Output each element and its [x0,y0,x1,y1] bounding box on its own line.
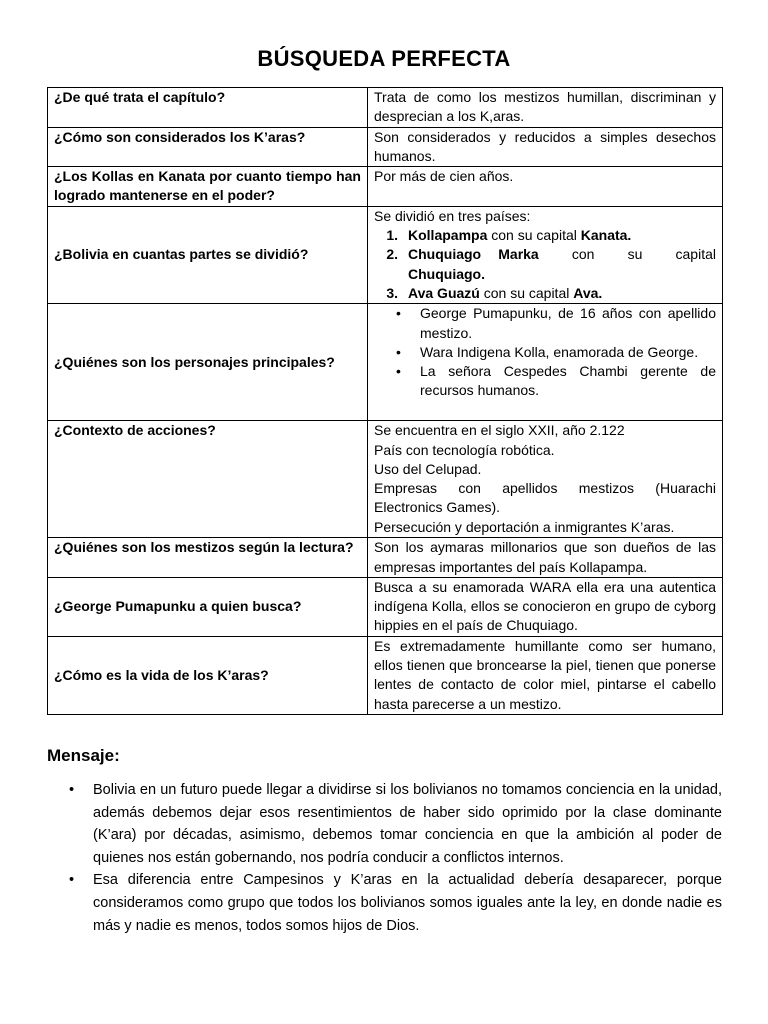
table-row [48,577,723,636]
country-name: Ava Guazú [408,284,480,301]
question-cell: ¿Los Kollas en Kanata por cuanto tiempo han logrado mantenerse en el poder? [48,167,368,207]
capital-name: Ava. [573,284,603,301]
table-row [48,304,723,421]
bullet-icon: • [69,782,75,798]
list-number: 1. [386,227,398,244]
table-row [48,127,723,167]
list-item [374,343,716,362]
connector-text: con su capital [479,284,574,301]
table-row [48,206,723,303]
question-cell: ¿Cómo son considerados los K’aras? [48,127,368,167]
capital-name: Kanata. [580,227,632,244]
answer-cell: Son los aymaras millonarios que son dueños de las empresas importantes del país Kollapampa. [368,538,723,578]
answer-cell: Es extremadamente humillante como ser humano, ellos tienen que broncearse la piel, tienen que ponerse lentes de contacto de color miel, pintarse el cabello hasta parecerse a un mestizo. [368,636,723,714]
connector-text: con su capital [487,227,581,244]
question-cell: ¿Contexto de acciones? [48,421,368,538]
question-cell: ¿De qué trata el capítulo? [48,88,368,128]
bullet-icon: • [396,343,401,360]
table-row [48,636,723,714]
answer-intro: Se dividió en tres países: [374,207,531,224]
message-list [47,779,722,937]
page-title: BÚSQUEDA PERFECTA [257,46,511,71]
country-name: Kollapampa [408,227,488,244]
question-cell: ¿Quiénes son los personajes principales? [48,304,368,421]
table-row [48,167,723,207]
question-cell: ¿Bolivia en cuantas partes se dividió? [48,206,368,303]
list-item [374,245,716,284]
list-item [47,779,722,869]
bullet-icon: • [396,305,401,322]
answer-cell [368,421,723,538]
list-item [374,226,716,245]
bullet-icon: • [69,872,75,889]
list-item [374,284,716,303]
context-line: Uso del Celupad. [374,460,482,477]
list-item [374,304,716,343]
context-line: Persecución y deportación a inmigrantes K’aras. [374,518,675,535]
character-text: George Pumapunku, de 16 años con apellido mestizo. [420,305,716,341]
list-number: 3. [386,284,398,301]
context-line: Empresas con apellidos mestizos (Huarachi Electronics Games). [374,480,716,516]
table-row [48,538,723,578]
list-item [374,362,716,401]
message-heading: Mensaje: [47,746,120,765]
context-line: País con tecnología robótica. [374,441,555,458]
list-number: 2. [386,246,398,263]
table-row [48,421,723,538]
question-cell: ¿George Pumapunku a quien busca? [48,577,368,636]
context-line: Se encuentra en el siglo XXII, año 2.122 [374,422,625,439]
characters-list [374,304,716,400]
answer-cell [368,304,723,421]
answer-cell: Trata de como los mestizos humillan, discriminan y desprecian a los K,aras. [368,88,723,128]
character-text: La señora Cespedes Chambi gerente de recursos humanos. [420,363,716,399]
countries-list [374,226,716,303]
answer-cell: Son considerados y reducidos a simples desechos humanos. [368,127,723,167]
message-text: Esa diferencia entre Campesinos y K’aras en la actualidad debería desaparecer, porque consideramos como grupo que todos los bolivianos somos iguales ante la ley, en donde nadie es más y nadie es menos, todos somos hijos de Dios. [93,872,722,934]
capital-name: Chuquiago. [408,265,485,282]
answer-cell [368,206,723,303]
question-cell: ¿Quiénes son los mestizos según la lectura? [48,538,368,578]
message-text: Bolivia en un futuro puede llegar a dividirse si los bolivianos no tomamos conciencia en la unidad, además debemos dejar esos resentimientos de haber sido oprimido por la clase dominante (K’ara) por décadas, asimismo, debemos tomar conciencia en que la ambición al poder de quienes nos están gobernando, nos podría conducir a conflictos internos. [93,782,722,866]
answer-cell: Por más de cien años. [368,167,723,207]
table-row [48,88,723,128]
connector-text: con su capital [538,246,716,263]
questions-table [47,87,723,715]
answer-cell: Busca a su enamorada WARA ella era una autentica indígena Kolla, ellos se conocieron en grupo de cyborg hippies en el país de Chuquiago. [368,577,723,636]
country-name: Chuquiago Marka [408,246,539,263]
bullet-icon: • [396,363,401,380]
list-item [47,869,722,937]
question-cell: ¿Cómo es la vida de los K’aras? [48,636,368,714]
character-text: Wara Indigena Kolla, enamorada de George. [420,343,699,360]
